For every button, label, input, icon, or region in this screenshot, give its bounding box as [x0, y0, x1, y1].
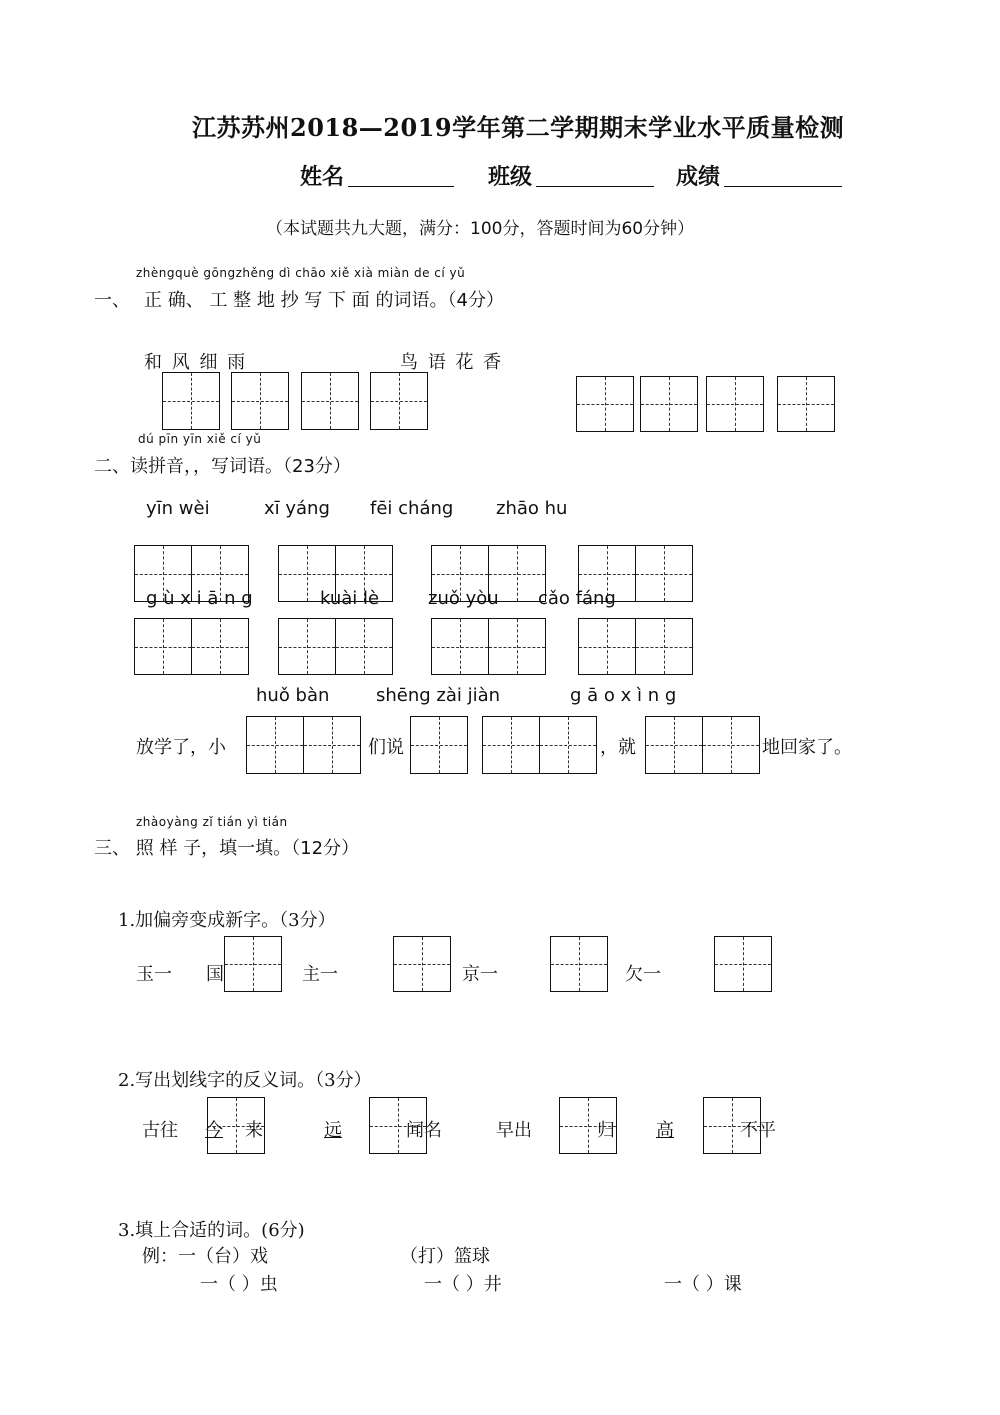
writing-box[interactable]: [393, 936, 451, 992]
sentence-part1: 放学了，小: [136, 737, 226, 758]
q2-prompt: 2.写出划线字的反义词。（3分）: [118, 1070, 372, 1091]
writing-box[interactable]: [335, 618, 393, 675]
section1-title: 正 确、 工 整 地 抄 写 下 面 的词语。（4分）: [144, 290, 504, 311]
class-field[interactable]: [536, 186, 654, 187]
writing-box[interactable]: [224, 936, 282, 992]
q3-blank[interactable]: 一（ ）课: [664, 1274, 742, 1295]
exam-note: （本试题共九大题，满分：100分，答题时间为60分钟）: [266, 219, 695, 239]
q1-prompt: 1.加偏旁变成新字。（3分）: [118, 910, 336, 931]
writing-box[interactable]: [431, 618, 489, 675]
writing-box[interactable]: [702, 716, 760, 774]
pinyin-word: cǎo fáng: [538, 588, 616, 609]
q1-item: 京一: [462, 964, 498, 985]
writing-box[interactable]: [134, 618, 192, 675]
writing-box[interactable]: [482, 716, 540, 774]
q1-item: 玉一: [136, 964, 172, 985]
writing-box[interactable]: [301, 372, 359, 430]
q2-item: 古往: [142, 1120, 178, 1141]
writing-box[interactable]: [635, 618, 693, 675]
section2-pinyin: dú pīn yīn xiě cí yǔ: [138, 432, 262, 446]
writing-box[interactable]: [370, 372, 428, 430]
q1-item: 欠一: [625, 964, 661, 985]
pinyin-word: g ù x i ā n g: [146, 588, 253, 609]
sentence-part2: 们说: [368, 737, 404, 758]
writing-box[interactable]: [488, 618, 546, 675]
q2-underlined: 高: [656, 1120, 674, 1141]
q3-blank[interactable]: 一（ ）虫: [200, 1274, 278, 1295]
pinyin-word: yīn wèi: [146, 498, 210, 519]
writing-box[interactable]: [550, 936, 608, 992]
q2-item: 来: [245, 1120, 263, 1141]
writing-box[interactable]: [645, 716, 703, 774]
name-label: 姓名: [300, 164, 345, 190]
name-field[interactable]: [348, 186, 454, 187]
writing-box[interactable]: [706, 376, 764, 432]
section1-pinyin: zhèngquè gōngzhěng dì chāo xiě xià miàn de cí yǔ: [136, 266, 466, 280]
q3-blank[interactable]: 一（ ）井: [424, 1274, 502, 1295]
pinyin-word: fēi cháng: [370, 498, 454, 519]
q2-item: 闻名: [406, 1120, 442, 1141]
writing-box[interactable]: [539, 716, 597, 774]
writing-box[interactable]: [635, 545, 693, 602]
writing-box[interactable]: [777, 376, 835, 432]
writing-box[interactable]: [191, 618, 249, 675]
pinyin-word: zuǒ yòu: [428, 588, 499, 609]
writing-box[interactable]: [576, 376, 634, 432]
pinyin-word: kuài lè: [320, 588, 380, 609]
sentence-part3: ，就: [600, 737, 636, 758]
section3-pinyin: zhàoyàng zǐ tián yì tián: [136, 815, 288, 829]
phrase-1: 和 风 细 雨: [144, 352, 248, 373]
writing-box[interactable]: [640, 376, 698, 432]
phrase-2: 鸟 语 花 香: [400, 352, 504, 373]
writing-box[interactable]: [231, 372, 289, 430]
q3-example: 例：一（台）戏: [142, 1246, 268, 1267]
score-field[interactable]: [724, 186, 842, 187]
pinyin-word: zhāo hu: [496, 498, 568, 519]
q2-item: 归: [597, 1120, 615, 1141]
writing-box[interactable]: [578, 618, 636, 675]
q3-prompt: 3.填上合适的词。(6分): [118, 1220, 305, 1241]
pinyin-word: shēng zài jiàn: [376, 685, 501, 706]
section1-number: 一、: [94, 290, 130, 311]
q3-example2: （打）篮球: [400, 1246, 490, 1267]
writing-box[interactable]: [714, 936, 772, 992]
writing-box[interactable]: [410, 716, 468, 774]
q2-item: 不平: [740, 1120, 776, 1141]
q1-item: 主一: [302, 964, 338, 985]
sentence-part4: 地回家了。: [762, 737, 852, 758]
q2-underlined: 远: [324, 1120, 342, 1141]
writing-box[interactable]: [303, 716, 361, 774]
q2-item: 早出: [496, 1120, 532, 1141]
writing-box[interactable]: [162, 372, 220, 430]
q1-example-answer: 国: [206, 964, 224, 985]
pinyin-word: g ā o x ì n g: [570, 685, 677, 706]
q2-underlined: 今: [205, 1120, 223, 1141]
score-label: 成绩: [676, 164, 721, 190]
section2-title: 二、读拼音，，写词语。（23分）: [94, 456, 351, 477]
page-title: 江苏苏州2018—2019学年第二学期期末学业水平质量检测: [192, 113, 845, 142]
pinyin-word: huǒ bàn: [256, 685, 330, 706]
writing-box[interactable]: [278, 618, 336, 675]
pinyin-word: xī yáng: [264, 498, 330, 519]
section3-title: 三、 照 样 子，填一填。（12分）: [94, 838, 360, 859]
class-label: 班级: [488, 164, 533, 190]
writing-box[interactable]: [246, 716, 304, 774]
